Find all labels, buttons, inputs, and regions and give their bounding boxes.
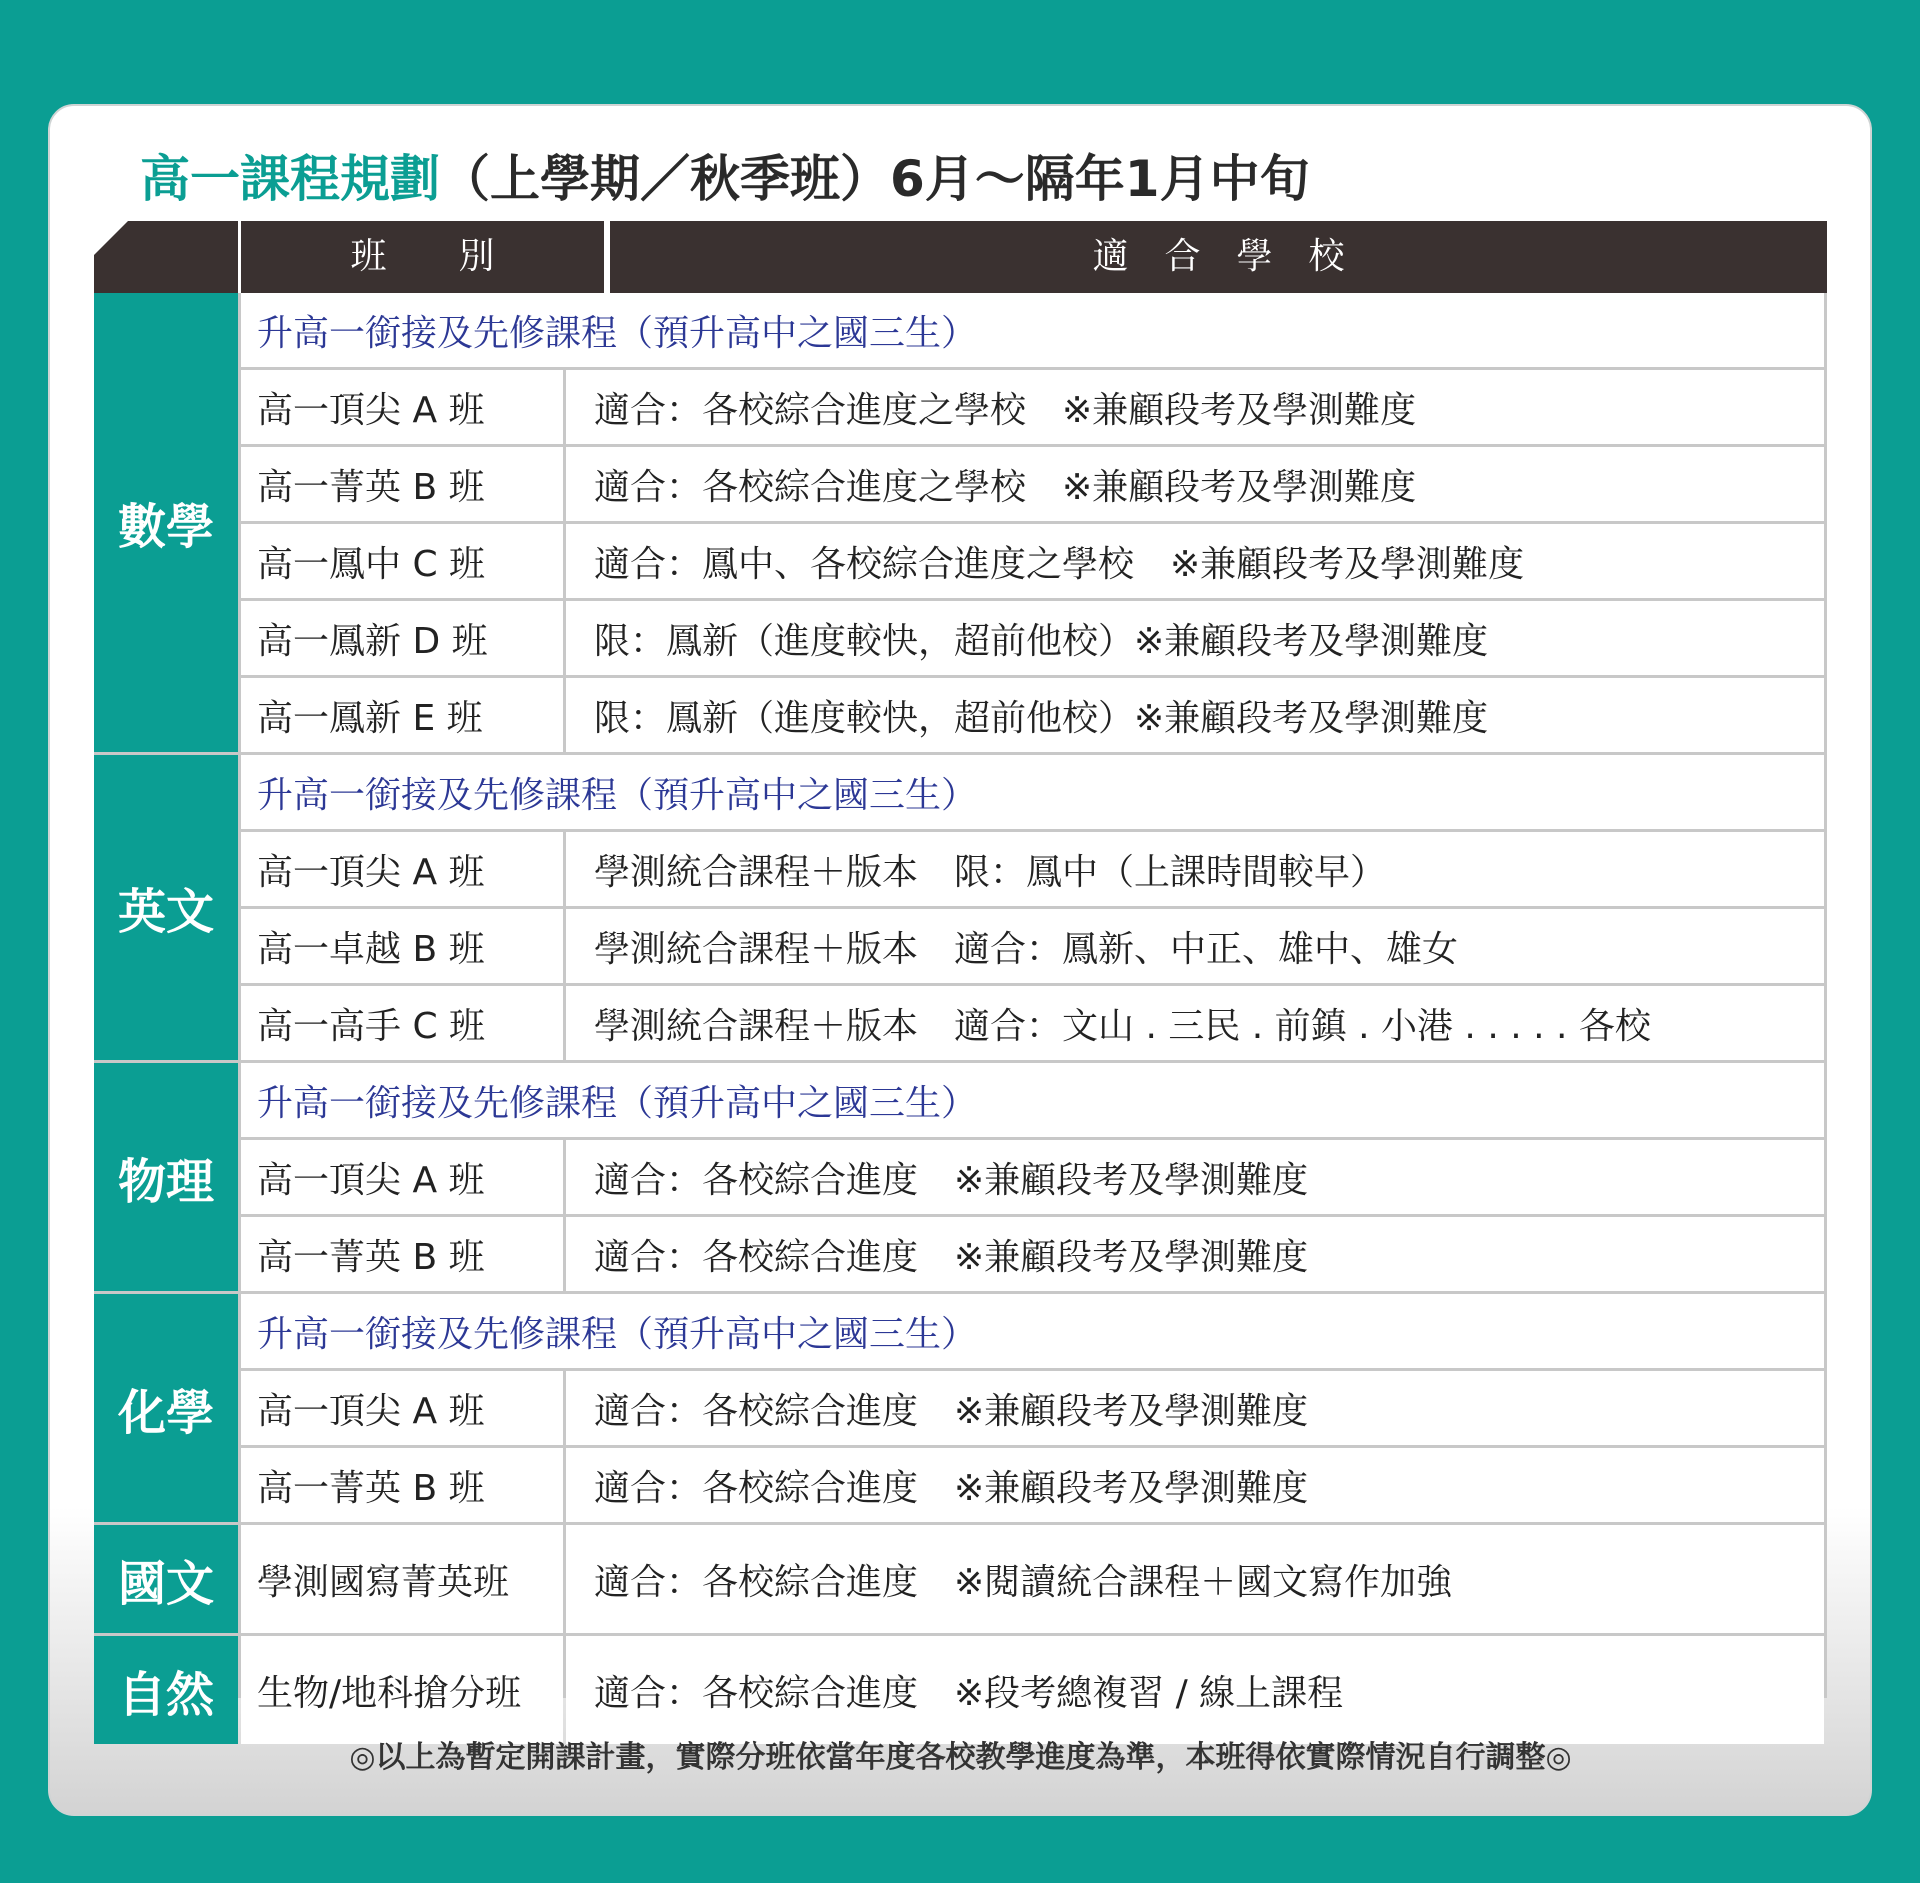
class-name: 生物/地科搶分班 — [241, 1636, 563, 1744]
subject-label: 英文 — [94, 755, 238, 1060]
title-highlight: 高一課程規劃 — [140, 150, 440, 208]
class-name: 高一菁英 B 班 — [241, 1217, 563, 1291]
schedule-table — [94, 293, 1827, 1723]
course-subtitle: 升高一銜接及先修課程（預升高中之國三生） — [241, 755, 1824, 829]
subject-label: 物理 — [94, 1063, 238, 1291]
course-subtitle: 升高一銜接及先修課程（預升高中之國三生） — [241, 293, 1824, 367]
class-name: 高一頂尖 A 班 — [241, 1371, 563, 1445]
school-fit: 適合：各校綜合進度 ※兼顧段考及學測難度 — [566, 1448, 1824, 1522]
course-subtitle: 升高一銜接及先修課程（預升高中之國三生） — [241, 1294, 1824, 1368]
page-title — [140, 144, 1310, 214]
class-name: 高一菁英 B 班 — [241, 1448, 563, 1522]
school-fit: 適合：鳳中、各校綜合進度之學校 ※兼顧段考及學測難度 — [566, 524, 1824, 598]
course-subtitle: 升高一銜接及先修課程（預升高中之國三生） — [241, 1063, 1824, 1137]
title-period: （上學期／秋季班）6月～隔年1月中旬 — [440, 150, 1310, 208]
subject-label: 化學 — [94, 1294, 238, 1522]
subject-label: 數學 — [94, 293, 238, 752]
class-name: 高一鳳中 C 班 — [241, 524, 563, 598]
class-name: 高一頂尖 A 班 — [241, 370, 563, 444]
school-fit: 適合：各校綜合進度 ※段考總複習 / 線上課程 — [566, 1636, 1824, 1744]
school-fit: 學測統合課程＋版本 適合：鳳新、中正、雄中、雄女 — [566, 909, 1824, 983]
subject-label: 自然 — [94, 1636, 238, 1744]
school-fit: 適合：各校綜合進度 ※兼顧段考及學測難度 — [566, 1371, 1824, 1445]
class-name: 高一鳳新 D 班 — [241, 601, 563, 675]
class-name: 高一頂尖 A 班 — [241, 1140, 563, 1214]
school-fit: 限：鳳新（進度較快，超前他校）※兼顧段考及學測難度 — [566, 678, 1824, 752]
class-name: 高一高手 C 班 — [241, 986, 563, 1060]
class-name: 高一菁英 B 班 — [241, 447, 563, 521]
school-fit: 限：鳳新（進度較快，超前他校）※兼顧段考及學測難度 — [566, 601, 1824, 675]
school-fit: 學測統合課程＋版本 限：鳳中（上課時間較早） — [566, 832, 1824, 906]
school-fit: 適合：各校綜合進度 ※閱讀統合課程＋國文寫作加強 — [566, 1525, 1824, 1633]
class-name: 高一鳳新 E 班 — [241, 678, 563, 752]
school-fit: 學測統合課程＋版本 適合：文山 . 三民 . 前鎮 . 小港 . . . . . 各校 — [566, 986, 1824, 1060]
school-fit: 適合：各校綜合進度之學校 ※兼顧段考及學測難度 — [566, 370, 1824, 444]
header-class: 班 別 — [241, 221, 607, 293]
class-name: 學測國寫菁英班 — [241, 1525, 563, 1633]
header-school: 適 合 學 校 — [610, 221, 1827, 293]
footnote: ◎以上為暫定開課計畫，實際分班依當年度各校教學進度為準，本班得依實際情況自行調整◎ — [349, 1740, 1572, 1775]
class-name: 高一頂尖 A 班 — [241, 832, 563, 906]
class-name: 高一卓越 B 班 — [241, 909, 563, 983]
subject-label: 國文 — [94, 1525, 238, 1633]
school-fit: 適合：各校綜合進度 ※兼顧段考及學測難度 — [566, 1217, 1824, 1291]
school-fit: 適合：各校綜合進度之學校 ※兼顧段考及學測難度 — [566, 447, 1824, 521]
school-fit: 適合：各校綜合進度 ※兼顧段考及學測難度 — [566, 1140, 1824, 1214]
